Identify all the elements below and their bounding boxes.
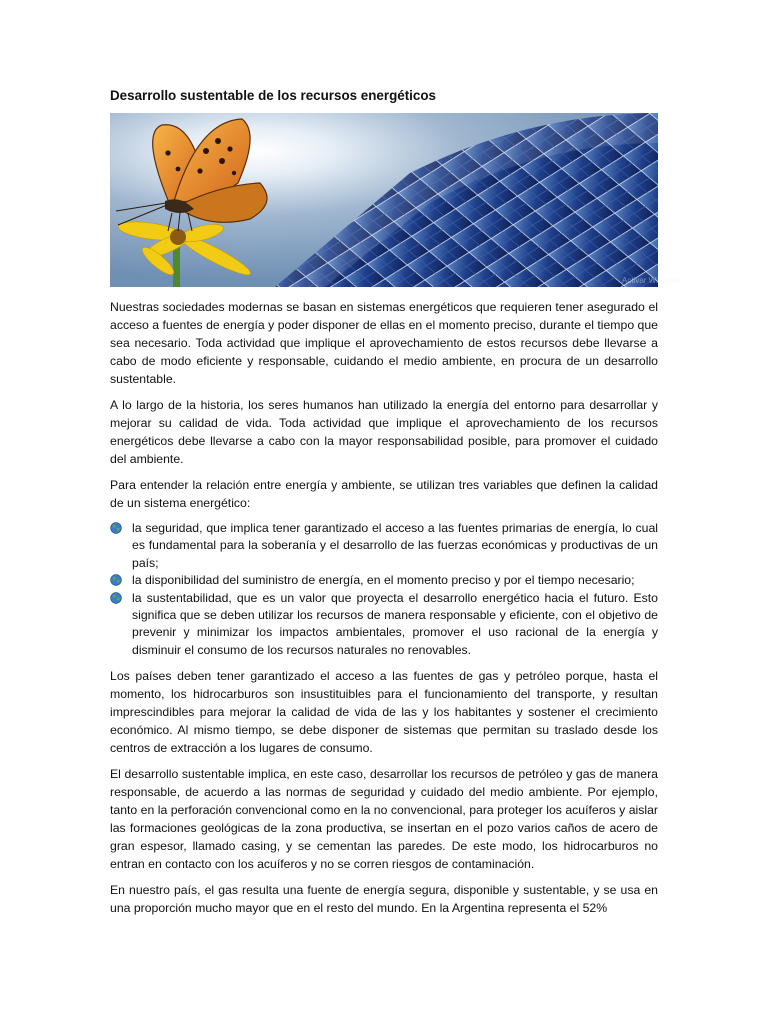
bullet-list	[110, 520, 658, 659]
paragraph: Los países deben tener garantizado el acceso a las fuentes de gas y petróleo porque, hasta el momento, los hidrocarburos son insustituibles para el funcionamiento del transporte, y resultan imprescindibles para mejorar la calidad de vida de las y los habitantes y sostener el crecimiento económico. Al mismo tiempo, se debe disponer de sistemas que permitan su traslado desde los centros de extracción a los lugares de consumo.	[110, 669, 658, 756]
list-item-text: la sustentabilidad, que es un valor que proyecta el desarrollo energético hacia el futuro. Esto significa que se deben utilizar los recursos de manera responsable y eficiente, con el objetivo de prevenir y minimizar los impactos ambientales, promover el uso racional de la energía y disminuir el consumo de los recursos naturales no renovables.	[132, 590, 658, 657]
butterfly-solar-panel-image	[110, 113, 682, 287]
list-item	[110, 590, 658, 660]
paragraph: Nuestras sociedades modernas se basan en sistemas energéticos que requieren tener asegurado el acceso a fuentes de energía y poder disponer de ellas en el momento preciso, durante el tiempo que sea necesario. Toda actividad que implique el aprovechamiento de estos recursos debe llevarse a cabo de modo eficiente y responsable, cuidando el medio ambiente, en procura de un desarrollo sustentable.	[110, 300, 658, 386]
document-page	[110, 88, 682, 925]
document-title: Desarrollo sustentable de los recursos energéticos	[110, 88, 436, 103]
list-item-text: la seguridad, que implica tener garantizado el acceso a las fuentes primarias de energía, lo cual es fundamental para la soberanía y el desarrollo de las fuerzas económicas y productivas de un país;	[132, 521, 658, 570]
list-item	[110, 572, 658, 589]
globe-bullet-icon	[110, 592, 122, 604]
list-item-text: la disponibilidad del suministro de energía, en el momento preciso y por el tiempo necesario;	[132, 573, 635, 588]
paragraph: Para entender la relación entre energía y ambiente, se utilizan tres variables que definen la calidad de un sistema energético:	[110, 478, 658, 510]
paragraph: El desarrollo sustentable implica, en este caso, desarrollar los recursos de petróleo y gas de manera responsable, de acuerdo a las normas de seguridad y cuidado del medio ambiente. Por ejemplo, tanto en la perforación convencional como en la no convencional, para proteger los acuíferos y aislar las formaciones geológicas de la zona productiva, se insertan en el pozo varios caños de acero de gran espesor, llamado casing, y se cementan las paredes. De este modo, los hidrocarburos no entran en contacto con los acuíferos y no se corren riesgos de contaminación.	[110, 767, 658, 872]
paragraph: A lo largo de la historia, los seres humanos han utilizado la energía del entorno para desarrollar y mejorar su calidad de vida. Toda actividad que implique el aprovechamiento de los recursos energéticos debe llevarse a cabo con la mayor responsabilidad posible, para promover el cuidado del ambiente.	[110, 398, 658, 466]
globe-bullet-icon	[110, 522, 122, 534]
list-item	[110, 520, 658, 572]
globe-bullet-icon	[110, 574, 122, 586]
watermark-text: Activar Windows	[622, 276, 682, 285]
paragraph: En nuestro país, el gas resulta una fuente de energía segura, disponible y sustentable, y se usa en una proporción mucho mayor que en el resto del mundo. En la Argentina representa el 52%	[110, 883, 658, 916]
